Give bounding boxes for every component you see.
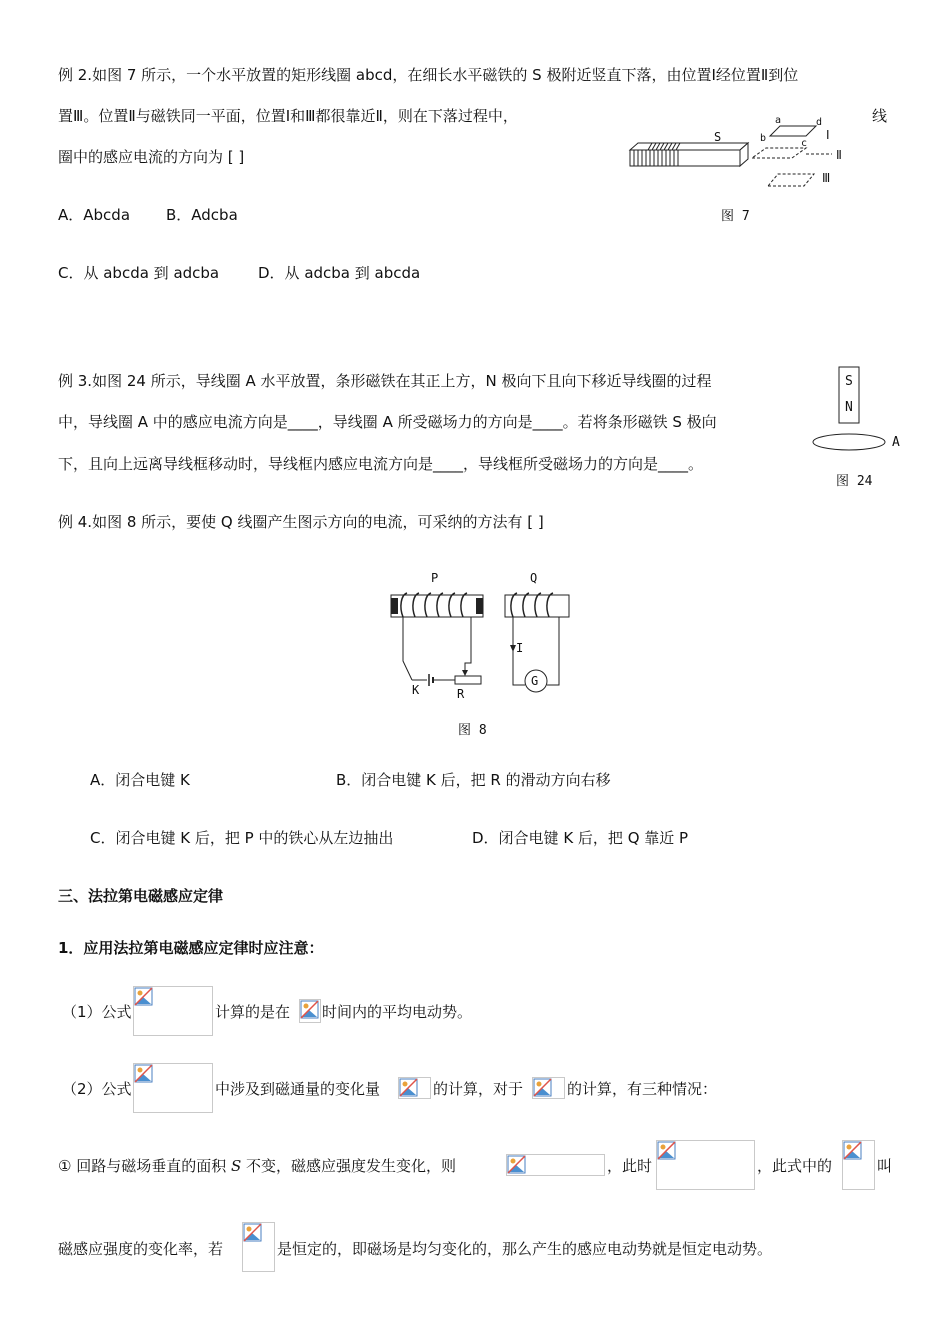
ex3-line3: 下，且向上远离导线框移动时，导线框内感应电流方向是____，导线框所受磁场力的方向是____。 [58, 455, 704, 473]
fig7-label-d: d [816, 117, 823, 128]
fig7-label-a: a [775, 115, 782, 126]
broken-image-icon [134, 1064, 154, 1084]
figure-8-diagram [385, 585, 585, 695]
ex2-line1: 例 2.如图 7 所示，一个水平放置的矩形线圈 abcd，在细长水平磁铁的 S 极附近竖直下落，由位置Ⅰ经位置Ⅱ到位 [58, 66, 799, 84]
ex3-line2: 中，导线圈 A 中的感应电流方向是____，导线圈 A 所受磁场力的方向是____。若将条形磁铁 S 极向 [58, 413, 717, 431]
formula-image-8 [842, 1140, 875, 1190]
formula-image-9 [242, 1222, 275, 1272]
point-2-text-d: 的计算，有三种情况： [567, 1080, 718, 1098]
fig7-caption: 图 7 [721, 209, 750, 224]
fig24-label-s: S [845, 374, 853, 389]
broken-image-icon [843, 1141, 863, 1161]
point-2-text-b: 中涉及到磁通量的变化量 [215, 1080, 381, 1098]
ex2-option-b: B．Adcba [166, 206, 238, 224]
fig7-label-c: c [801, 138, 808, 149]
fig8-caption: 图 8 [458, 723, 487, 738]
formula-image-4 [398, 1077, 431, 1099]
broken-image-icon [657, 1141, 677, 1161]
formula-image-7 [656, 1140, 755, 1190]
case-1-cont-b: 是恒定的，即磁场是均匀变化的，那么产生的感应电动势就是恒定电动势。 [277, 1240, 773, 1258]
case-1-text-a2: 不变，磁感应强度发生变化，则 [241, 1157, 457, 1175]
point-1-text-a: （1）公式 [62, 1003, 132, 1021]
formula-image-2 [299, 999, 321, 1023]
ex4-option-a: A．闭合电键 K [90, 771, 190, 789]
broken-image-icon [507, 1155, 527, 1175]
fig7-label-s: S [714, 130, 722, 144]
area-symbol: S [231, 1157, 242, 1175]
ex2-line3: 圈中的感应电流的方向为 [ ] [58, 148, 245, 166]
ex2-line2-end: 线 [872, 107, 888, 125]
case-1-text-d: 叫 [877, 1157, 893, 1175]
fig8-label-r: R [457, 687, 465, 701]
formula-image-6 [506, 1154, 605, 1176]
ex2-option-c: C．从 abcda 到 adcba [58, 264, 220, 282]
ex2-line2: 置Ⅲ。位置Ⅱ与磁铁同一平面，位置Ⅰ和Ⅲ都很靠近Ⅱ，则在下落过程中， [58, 107, 518, 125]
ex3-line1: 例 3.如图 24 所示，导线圈 A 水平放置，条形磁铁在其正上方，N 极向下且向下移近导线圈的过程 [58, 372, 712, 390]
fig24-caption: 图 24 [836, 474, 873, 489]
fig24-label-a: A [892, 435, 900, 450]
broken-image-icon [533, 1078, 553, 1098]
case-1-text-c: ，此式中的 [757, 1157, 833, 1175]
fig7-label-position-1: Ⅰ [826, 128, 830, 142]
section-3-heading: 三、法拉第电磁感应定律 [58, 887, 224, 905]
fig7-label-position-2: Ⅱ [836, 148, 842, 162]
case-1-cont-a: 磁感应强度的变化率，若 [58, 1240, 224, 1258]
ex2-option-d: D．从 adcba 到 abcda [258, 264, 421, 282]
point-2-text-c: 的计算，对于 [433, 1080, 524, 1098]
formula-image-3 [133, 1063, 213, 1113]
fig7-label-position-3: Ⅲ [822, 171, 831, 185]
fig8-label-k: K [412, 683, 420, 697]
fig8-label-g: G [531, 674, 539, 688]
fig24-label-n: N [845, 400, 853, 415]
ex4-option-b: B．闭合电键 K 后，把 R 的滑动方向右移 [336, 771, 611, 789]
case-1-text-a [58, 1156, 456, 1176]
case-1-text-b: ，此时 [607, 1157, 653, 1175]
broken-image-icon [243, 1223, 263, 1243]
point-1-text-b: 计算的是在 [215, 1003, 291, 1021]
fig8-label-q: Q [530, 571, 538, 585]
formula-image-1 [133, 986, 213, 1036]
formula-image-5 [532, 1077, 565, 1099]
case-1-text-a1: ① 回路与磁场垂直的面积 [58, 1157, 231, 1175]
broken-image-icon [134, 987, 154, 1007]
ex4-option-d: D．闭合电键 K 后，把 Q 靠近 P [472, 829, 689, 847]
broken-image-icon [399, 1078, 419, 1098]
fig7-label-b: b [760, 133, 767, 144]
ex4-line1: 例 4.如图 8 所示，要使 Q 线圈产生图示方向的电流，可采纳的方法有 [ ] [58, 513, 544, 531]
section-3-subheading: 1．应用法拉第电磁感应定律时应注意： [58, 939, 324, 957]
fig8-label-p: P [431, 571, 439, 585]
point-2-text-a: （2）公式 [62, 1080, 132, 1098]
fig8-label-i: I [516, 641, 524, 655]
ex4-option-c: C．闭合电键 K 后，把 P 中的铁心从左边抽出 [90, 829, 394, 847]
broken-image-icon [300, 1000, 320, 1020]
point-1-text-c: 时间内的平均电动势。 [322, 1003, 473, 1021]
ex2-option-a: A．Abcda [58, 206, 131, 224]
